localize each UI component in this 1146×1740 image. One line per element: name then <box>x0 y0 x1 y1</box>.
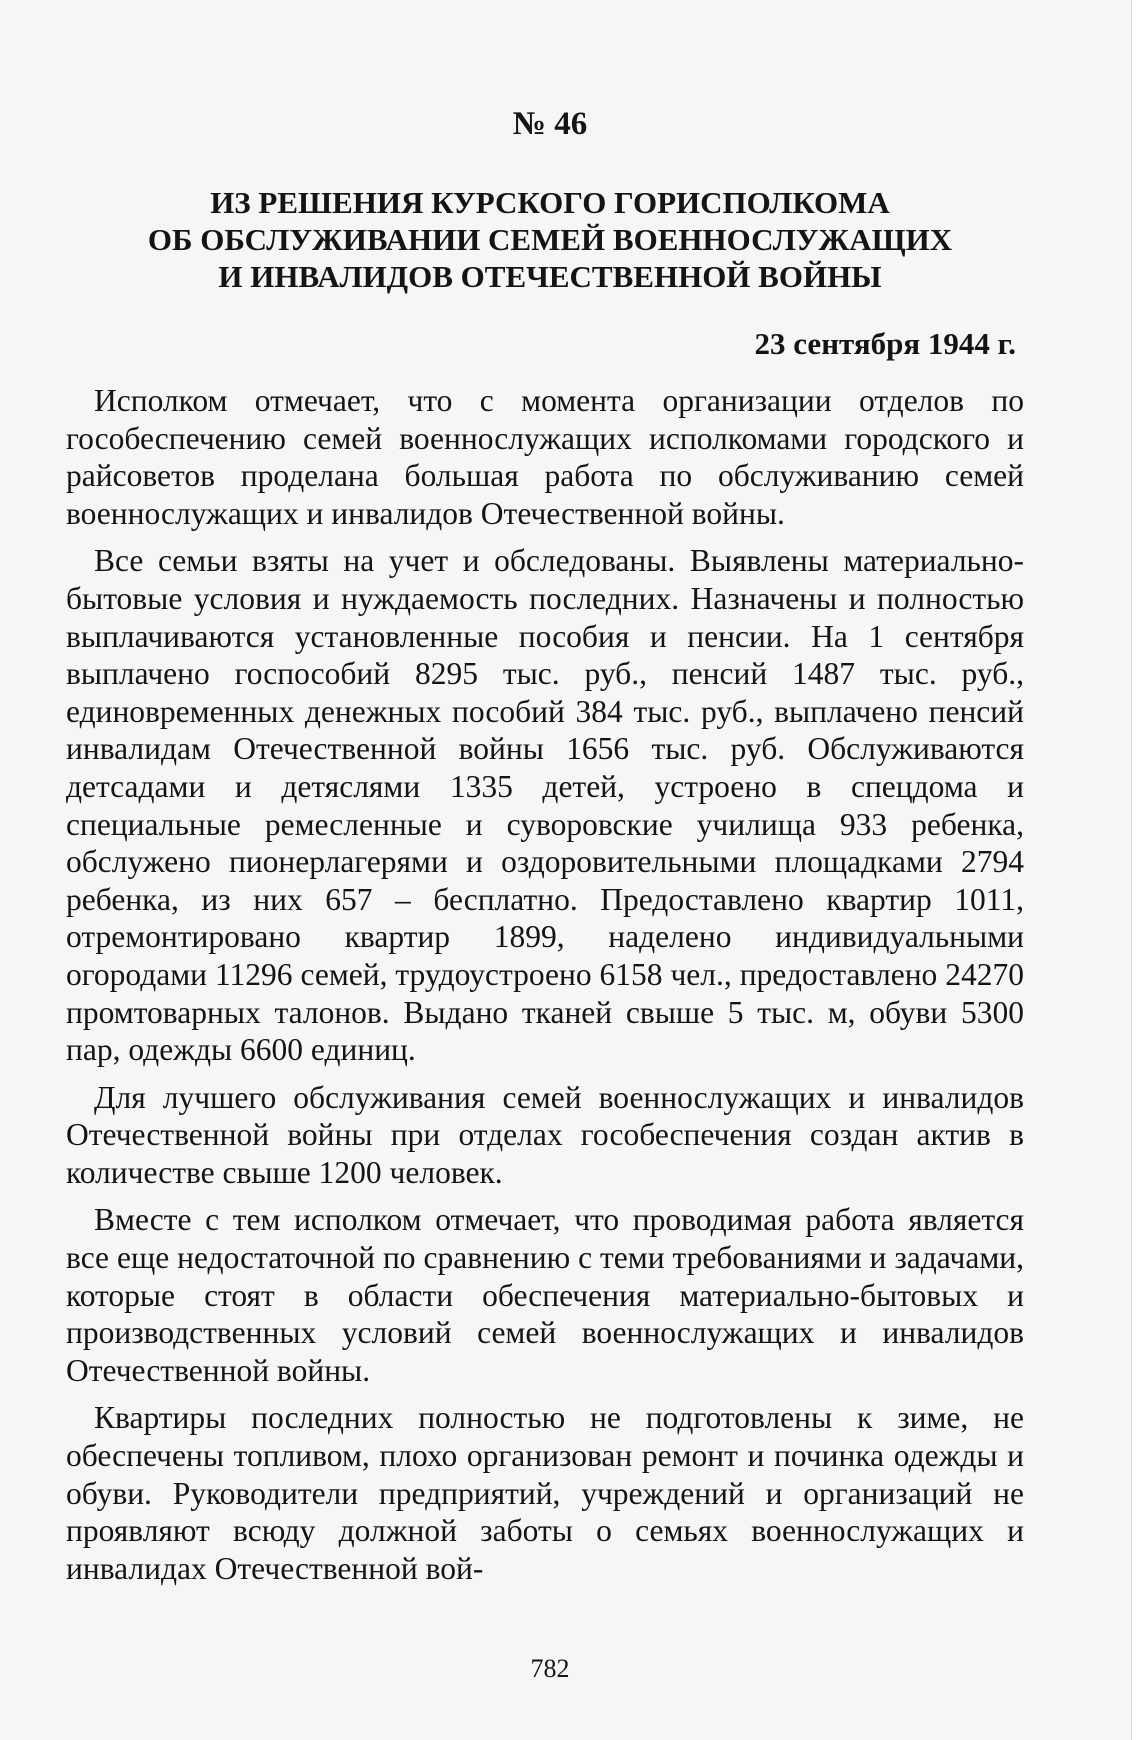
document-number: № 46 <box>512 106 588 142</box>
document-date: 23 сентября 1944 г. <box>754 326 1016 361</box>
title-line-1: ИЗ РЕШЕНИЯ КУРСКОГО ГОРИСПОЛКОМА <box>210 185 890 220</box>
page-edge <box>1131 0 1146 1740</box>
paragraph-1: Исполком отмечает, что с момента организации отделов по гособеспечению семей военнослужащих исполкомами городского и райсоветов проделана большая работа по обслуживанию семей военнослужащих и инвалидов Отечественной войны. <box>66 383 1024 531</box>
paragraph-3: Для лучшего обслуживания семей военнослужащих и инвалидов Отечественной войны при отделах гособеспечения создан актив в количестве свыше 1200 человек. <box>66 1079 1024 1190</box>
paragraph-4: Вместе с тем исполком отмечает, что проводимая работа является все еще недостаточной по сравнению с теми требованиями и задачами, которые стоят в области обеспечения материально-бытовых и производственных условий семей военнослужащих и инвалидов Отечественной войны. <box>66 1202 1024 1388</box>
paragraph-2: Все семьи взяты на учет и обследованы. Выявлены материально-бытовые условия и нуждаемость последних. Назначены и полностью выплачиваются установленные пособия и пенсии. На 1 сентября выплачено госпособий 8295 тыс. руб., пенсий 1487 тыс. руб., единовременных денежных пособий 384 тыс. руб., выплачено пенсий инвалидам Отечественной войны 1656 тыс. руб. Обслуживаются детсадами и детяслями 1335 детей, устроено в спецдома и специальные ремесленные и суворовские училища 933 ребенка, обслужено пионерлагерями и оздоровительными площадками 2794 ребенка, из них 657 – бесплатно. Предоставлено квартир 1011, отремонтировано квартир 1899, наделено индивидуальными огородами 11296 семей, трудоустроено 6158 чел., предоставлено 24270 промтоварных талонов. Выдано тканей свыше 5 тыс. м, обуви 5300 пар, одежды 6600 единиц. <box>66 543 1024 1068</box>
title-line-2: ОБ ОБСЛУЖИВАНИИ СЕМЕЙ ВОЕННОСЛУЖАЩИХ <box>147 222 953 257</box>
document-body <box>66 382 1024 1597</box>
paragraph-5: Квартиры последних полностью не подготовлены к зиме, не обеспечены топливом, плохо организован ремонт и починка одежды и обуви. Руководители предприятий, учреждений и организаций не проявляют всюду должной заботы о семьях военнослужащих и инвалидах Отечественной вой- <box>66 1400 1024 1586</box>
page-number: 782 <box>530 1654 570 1683</box>
document-title <box>100 184 1000 295</box>
title-line-3: И ИНВАЛИДОВ ОТЕЧЕСТВЕННОЙ ВОЙНЫ <box>218 259 882 294</box>
